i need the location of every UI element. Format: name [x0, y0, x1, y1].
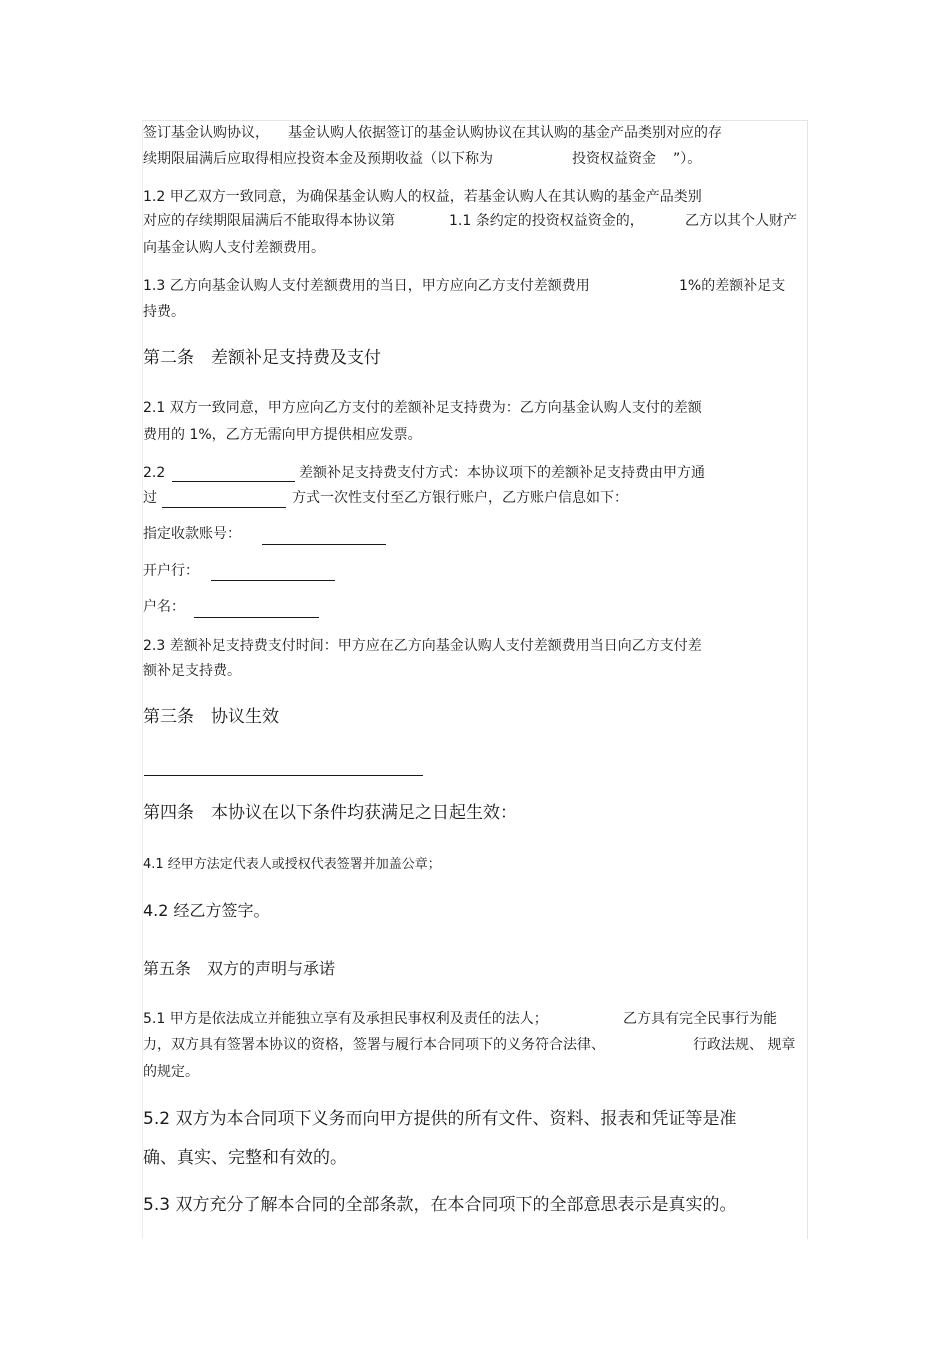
intro-line-2b: 投资权益资金	[572, 151, 656, 167]
intro-line-1b: 基金认购人依据签订的基金认购协议在其认购的基金产品类别对应的存	[288, 125, 722, 141]
clause-5-2-line-2: 确、真实、完整和有效的。	[143, 1148, 347, 1168]
article-2-title: 第二条 差额补足支持费及支付	[143, 348, 381, 368]
clause-4-1: 4.1 经甲方法定代表人或授权代表签署并加盖公章；	[143, 857, 441, 872]
intro-line-1a: 签订基金认购协议，	[143, 125, 269, 141]
clause-1-2-line-2c: 乙方以其个人财产	[685, 213, 797, 229]
clause-5-1-line-2b: 行政法规、 规章	[693, 1037, 796, 1053]
clause-1-3-line-2: 持费。	[143, 304, 185, 320]
article-4-title: 第四条 本协议在以下条件均获满足之日起生效：	[143, 803, 517, 823]
clause-2-3-line-2: 额补足支持费。	[143, 663, 241, 679]
clause-5-3: 5.3 双方充分了解本合同的全部条款，在本合同项下的全部意思表示是真实的。	[143, 1195, 737, 1215]
clause-1-3-line-1a: 1.3 乙方向基金认购人支付差额费用的当日，甲方应向乙方支付差额费用	[143, 278, 590, 294]
clause-2-1-line-1: 2.1 双方一致同意，甲方应向乙方支付的差额补足支持费为：乙方向基金认购人支付的差额	[143, 400, 702, 416]
clause-2-1-line-2: 费用的 1%，乙方无需向甲方提供相应发票。	[143, 427, 422, 443]
clause-5-1-line-1a: 5.1 甲方是依法成立并能独立享有及承担民事权利及责任的法人；	[143, 1011, 548, 1027]
account-number-blank	[262, 544, 386, 545]
clause-2-2-line-2a: 过	[143, 490, 157, 506]
intro-line-2a: 续期限届满后应取得相应投资本金及预期收益（以下称为	[143, 151, 493, 167]
clause-4-2: 4.2 经乙方签字。	[143, 901, 270, 920]
clause-1-3-line-1b: 1%的差额补足支	[679, 278, 786, 294]
clause-2-2-number: 2.2	[143, 465, 166, 481]
clause-1-2-line-2a: 对应的存续期限届满后不能取得本协议第	[143, 213, 395, 229]
clause-1-2-line-2b: 1.1 条约定的投资权益资金的，	[449, 213, 644, 229]
account-name-blank	[194, 617, 319, 618]
clause-5-2-line-1: 5.2 双方为本合同项下义务而向甲方提供的所有文件、资料、报表和凭证等是准	[143, 1109, 737, 1129]
clause-2-2-line-1: 差额补足支持费支付方式：本协议项下的差额补足支持费由甲方通	[299, 465, 705, 481]
account-name-label: 户名：	[143, 599, 185, 615]
bank-label: 开户行：	[143, 563, 199, 579]
clause-1-2-line-3: 向基金认购人支付差额费用。	[143, 240, 325, 256]
payment-method-blank-1	[172, 481, 295, 482]
clause-2-2-line-2b: 方式一次性支付至乙方银行账户，乙方账户信息如下：	[292, 490, 628, 506]
intro-line-2c: ”）。	[673, 151, 702, 167]
article-3-blank	[144, 775, 423, 776]
article-5-title: 第五条 双方的声明与承诺	[143, 959, 336, 978]
clause-5-1-line-1b: 乙方具有完全民事行为能	[623, 1011, 777, 1027]
bank-blank	[211, 580, 335, 581]
account-number-label: 指定收款账号：	[143, 526, 241, 542]
clause-2-3-line-1: 2.3 差额补足支持费支付时间：甲方应在乙方向基金认购人支付差额费用当日向乙方支付差	[143, 638, 702, 654]
article-3-title: 第三条 协议生效	[143, 707, 279, 727]
clause-1-2-line-1: 1.2 甲乙双方一致同意，为确保基金认购人的权益，若基金认购人在其认购的基金产品类别	[143, 189, 702, 205]
clause-5-1-line-2a: 力，双方具有签署本协议的资格，签署与履行本合同项下的义务符合法律、	[143, 1037, 605, 1053]
clause-5-1-line-3: 的规定。	[143, 1064, 199, 1080]
payment-method-blank-2	[162, 507, 286, 508]
